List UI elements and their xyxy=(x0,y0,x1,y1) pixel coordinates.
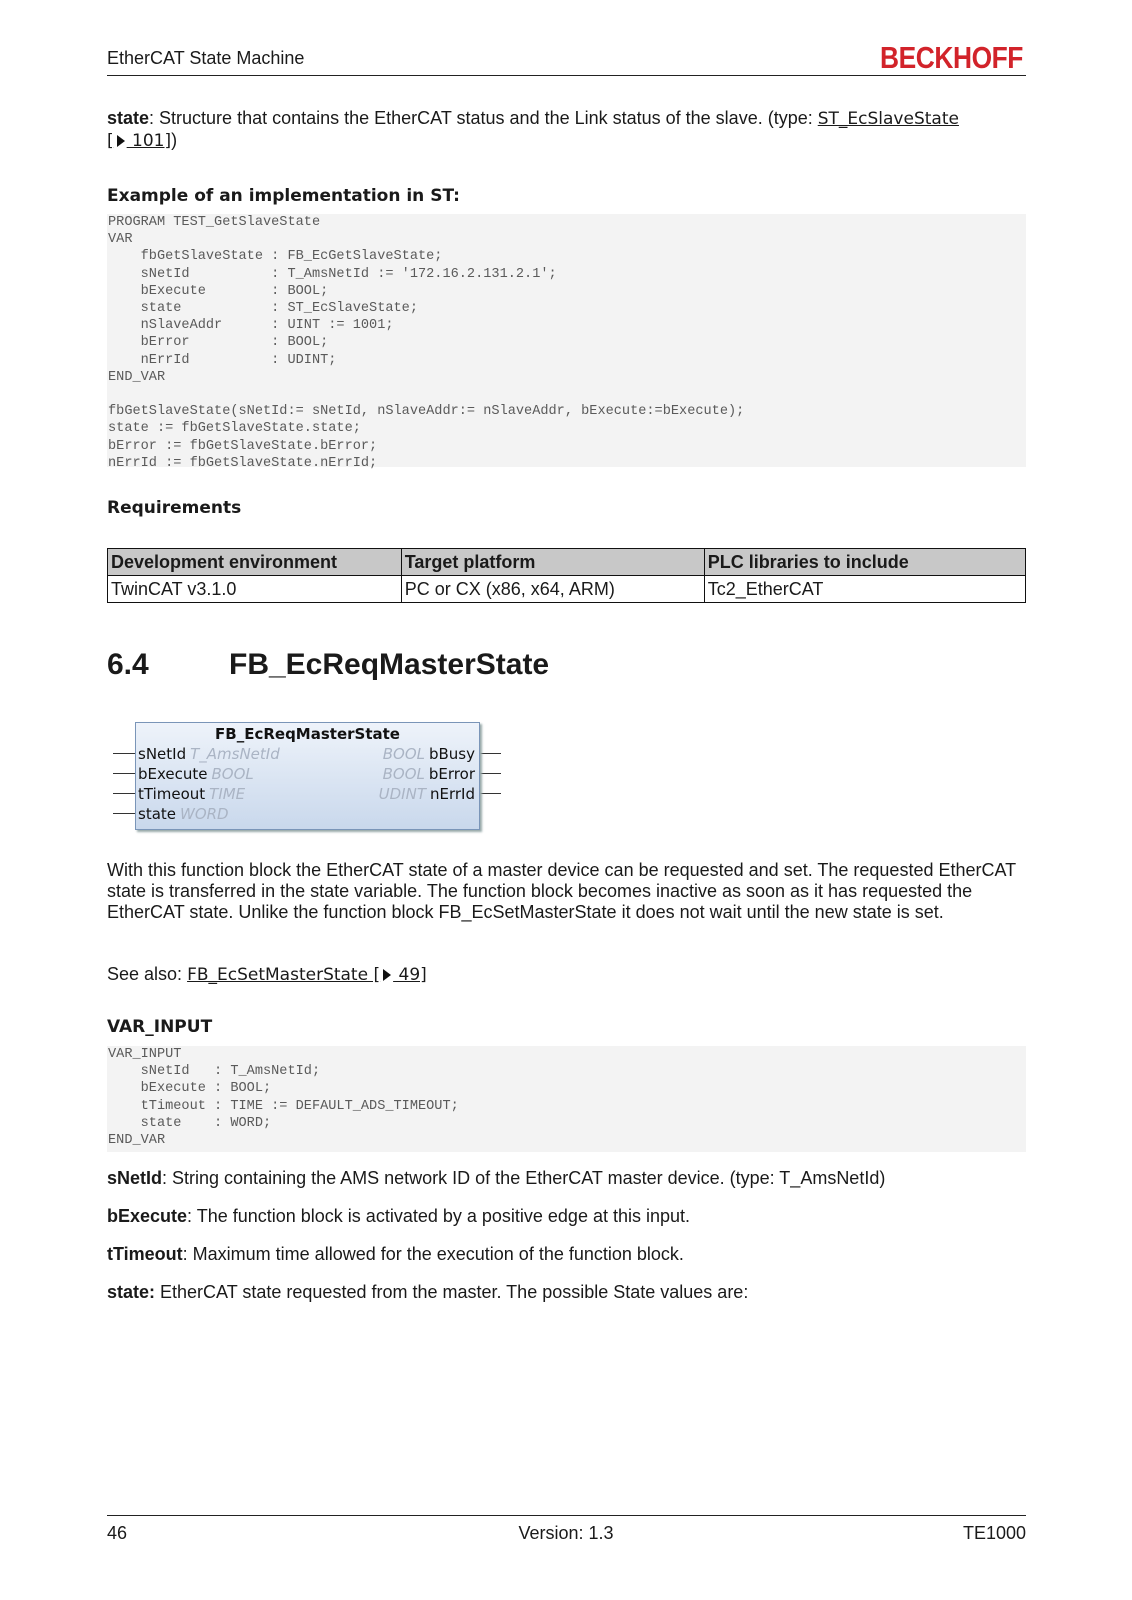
state-term: state xyxy=(107,108,150,128)
table-cell: PC or CX (x86, x64, ARM) xyxy=(401,576,704,603)
table-cell: Tc2_EtherCAT xyxy=(704,576,1025,603)
fb-description: With this function block the EtherCAT state of a master device can be requested and set. The requested EtherCAT state is transferred in the state variable. The function block becomes inactive as soon as it has requested the EtherCAT state. Unlike the function block FB_EcSetMasterState it does not wait until the new state is set. xyxy=(107,860,1016,922)
state-tail: ) xyxy=(171,130,178,150)
footer-divider xyxy=(107,1515,1026,1516)
header-divider xyxy=(107,75,1026,76)
arrow-right-icon xyxy=(383,969,391,981)
function-block-diagram xyxy=(135,722,480,830)
st-ecslavestate-link[interactable]: ST_EcSlaveState xyxy=(817,109,959,129)
requirements-table xyxy=(107,548,1026,603)
var-input-heading: VAR_INPUT xyxy=(107,1017,213,1037)
fb-output-bbusy: BOOL bBusy xyxy=(382,745,475,763)
param-bexecute: bExecute: The function block is activated by a positive edge at this input. xyxy=(107,1206,691,1226)
example-heading: Example of an implementation in ST: xyxy=(107,186,460,206)
param-state: state: EtherCAT state requested from the master. The possible State values are: xyxy=(107,1282,749,1302)
input-pin xyxy=(113,753,135,754)
requirements-heading: Requirements xyxy=(107,498,242,518)
example-code-block: PROGRAM TEST_GetSlaveState VAR fbGetSlaveState : FB_EcGetSlaveState; sNetId : T_AmsNetId := '172.16.2.131.2.1'; bExecute : BOOL; state : ST_EcSlaveState; nSlaveAddr : UINT := 1001; bError : BOOL; nErrId : UDINT; END_VAR fbGetSlaveState(sNetId:= sNetId, nSlaveAddr:= nSlaveAddr, bExecute:=bExecute); state := fbGetSlaveState.state; bError := fbGetSlaveState.bError; nErrId := fbGetSlaveState.nErrId; xyxy=(107,214,1026,467)
footer-version: Version: 1.3 xyxy=(518,1523,614,1543)
arrow-right-icon xyxy=(117,135,125,147)
table-header-row xyxy=(108,549,1026,576)
state-description xyxy=(107,108,1022,152)
table-row xyxy=(108,576,1026,603)
see-also: See also: FB_EcSetMasterState [ 49] xyxy=(107,964,427,985)
param-ttimeout: tTimeout: Maximum time allowed for the execution of the function block. xyxy=(107,1244,684,1264)
state-text: : Structure that contains the EtherCAT status and the Link status of the slave. (type: xyxy=(149,108,818,128)
input-pin xyxy=(113,773,135,774)
fb-input-snetid: sNetId T_AmsNetId xyxy=(138,745,280,763)
input-pin xyxy=(113,813,135,814)
section-number: 6.4 xyxy=(107,648,149,681)
fb-ecsetmasterstate-link[interactable]: FB_EcSetMasterState [ 49] xyxy=(187,965,427,985)
page-ref-link[interactable]: [ 101] xyxy=(107,131,172,151)
fb-input-ttimeout: tTimeout TIME xyxy=(138,785,246,803)
column-header: Development environment xyxy=(108,549,402,576)
column-header: PLC libraries to include xyxy=(704,549,1025,576)
section-heading xyxy=(107,648,549,682)
fb-input-bexecute: bExecute BOOL xyxy=(138,765,254,783)
section-title: FB_EcReqMasterState xyxy=(229,648,550,681)
table-cell: TwinCAT v3.1.0 xyxy=(108,576,402,603)
column-header: Target platform xyxy=(401,549,704,576)
output-pin xyxy=(479,773,501,774)
footer-doc-id: TE1000 xyxy=(962,1523,1026,1543)
input-pin xyxy=(113,793,135,794)
output-pin xyxy=(479,793,501,794)
output-pin xyxy=(479,753,501,754)
beckhoff-logo: BECKHOFF xyxy=(880,40,1023,75)
fb-title: FB_EcReqMasterState xyxy=(215,725,400,743)
var-input-code-block: VAR_INPUT sNetId : T_AmsNetId; bExecute : BOOL; tTimeout : TIME := DEFAULT_ADS_TIMEOUT; state : WORD; END_VAR xyxy=(107,1046,1026,1152)
fb-input-state: state WORD xyxy=(138,805,229,823)
page-number: 46 xyxy=(107,1523,128,1543)
header-title: EtherCAT State Machine xyxy=(107,48,305,68)
param-snetid: sNetId: String containing the AMS network ID of the EtherCAT master device. (type: T_AmsNetId) xyxy=(107,1168,886,1188)
fb-output-nerrid: UDINT nErrId xyxy=(378,785,475,803)
fb-output-berror: BOOL bError xyxy=(382,765,475,783)
